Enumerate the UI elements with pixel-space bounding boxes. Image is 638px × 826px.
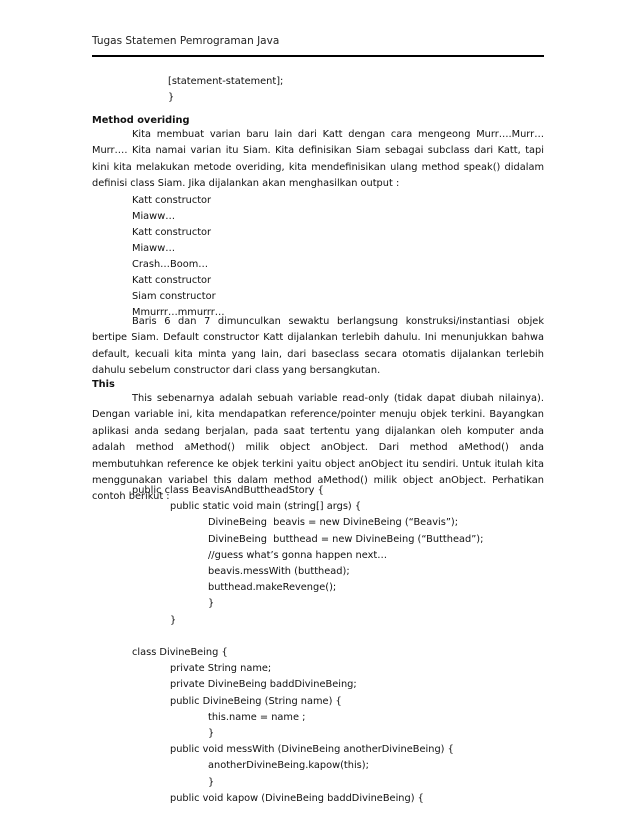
code-line: public class BeavisAndButtheadStory { <box>132 485 324 496</box>
paragraph-text: Kita membuat varian baru lain dari Katt dengan cara mengeong Murr….Murr…Murr…. Kita namai varian itu Siam. Kita definisikan Siam sebagai subclass dari Katt, tapi kini kita melakukan metode overiding, kita mendefinisikan ulang method speak() didalam definisi class Siam. Jika dijalankan akan menghasilkan output : <box>92 129 544 190</box>
code-line: } <box>168 92 175 103</box>
code-line: DivineBeing butthead = new DivineBeing (“Butthead”); <box>208 533 484 545</box>
paragraph-method-overiding <box>92 127 544 193</box>
output-line: Mmurrr…mmurrr… <box>132 307 225 318</box>
page-header-title: Tugas Statemen Pemrograman Java <box>92 35 280 47</box>
section-heading-this: This <box>92 379 115 390</box>
output-line: Miaww… <box>132 211 176 222</box>
header-rule <box>92 55 544 57</box>
code-line: class DivineBeing { <box>132 647 228 658</box>
code-line: beavis.messWith (butthead); <box>208 566 350 577</box>
code-line: } <box>170 614 177 626</box>
code-line: public static void main (string[] args) { <box>170 501 362 513</box>
code-line: } <box>208 728 215 739</box>
output-line: Katt constructor <box>132 275 212 286</box>
code-line: this.name = name ; <box>208 711 306 723</box>
code-line: butthead.makeRevenge(); <box>208 582 337 594</box>
paragraph-text: Baris 6 dan 7 dimunculkan sewaktu berlangsung konstruksi/instantiasi objek bertipe Siam. Default constructor Katt dijalankan terlebih dahulu. Ini menunjukkan bahwa default, kecuali kita minta yang lain, dari baseclass secara otomatis dijalankan terlebih dahulu sebelum constructor dari class yang bersangkutan. <box>92 316 544 377</box>
paragraph-text: This sebenarnya adalah sebuah variable read-only (tidak dapat diubah nilainya). Dengan variable ini, kita mendapatkan reference/pointer menuju objek terkini. Bayangkan aplikasi anda sedang berjalan, pada saat tertentu yang dijalankan oleh komputer anda adalah method aMethod() milik object anObject. Dari method aMethod() anda membutuhkan reference ke objek terkini yaitu object anObject itu sendiri. Untuk itulah kita menggunakan variabel this dalam method aMethod() milik object anObject. Perhatikan contoh berikut : <box>92 393 544 503</box>
code-line: DivineBeing beavis = new DivineBeing (“Beavis”); <box>208 517 459 529</box>
code-line: } <box>208 776 215 788</box>
output-line: Miaww… <box>132 243 176 254</box>
output-line: Katt constructor <box>132 195 212 206</box>
output-line: Crash…Boom… <box>132 259 209 270</box>
output-line: Katt constructor <box>132 227 212 238</box>
code-line: private String name; <box>170 663 272 675</box>
paragraph-constructor-explanation <box>92 314 544 380</box>
code-line: public DivineBeing (String name) { <box>170 695 342 707</box>
code-line: public void kapow (DivineBeing baddDivineBeing) { <box>170 792 424 804</box>
code-line: private DivineBeing baddDivineBeing; <box>170 679 357 691</box>
code-line: [statement-statement]; <box>168 76 284 87</box>
code-line: public void messWith (DivineBeing anotherDivineBeing) { <box>170 744 454 756</box>
section-heading-method-overiding: Method overiding <box>92 115 190 126</box>
code-line: //guess what’s gonna happen next… <box>208 549 388 561</box>
code-line: } <box>208 598 215 610</box>
code-line: anotherDivineBeing.kapow(this); <box>208 760 369 772</box>
output-line: Siam constructor <box>132 291 216 302</box>
